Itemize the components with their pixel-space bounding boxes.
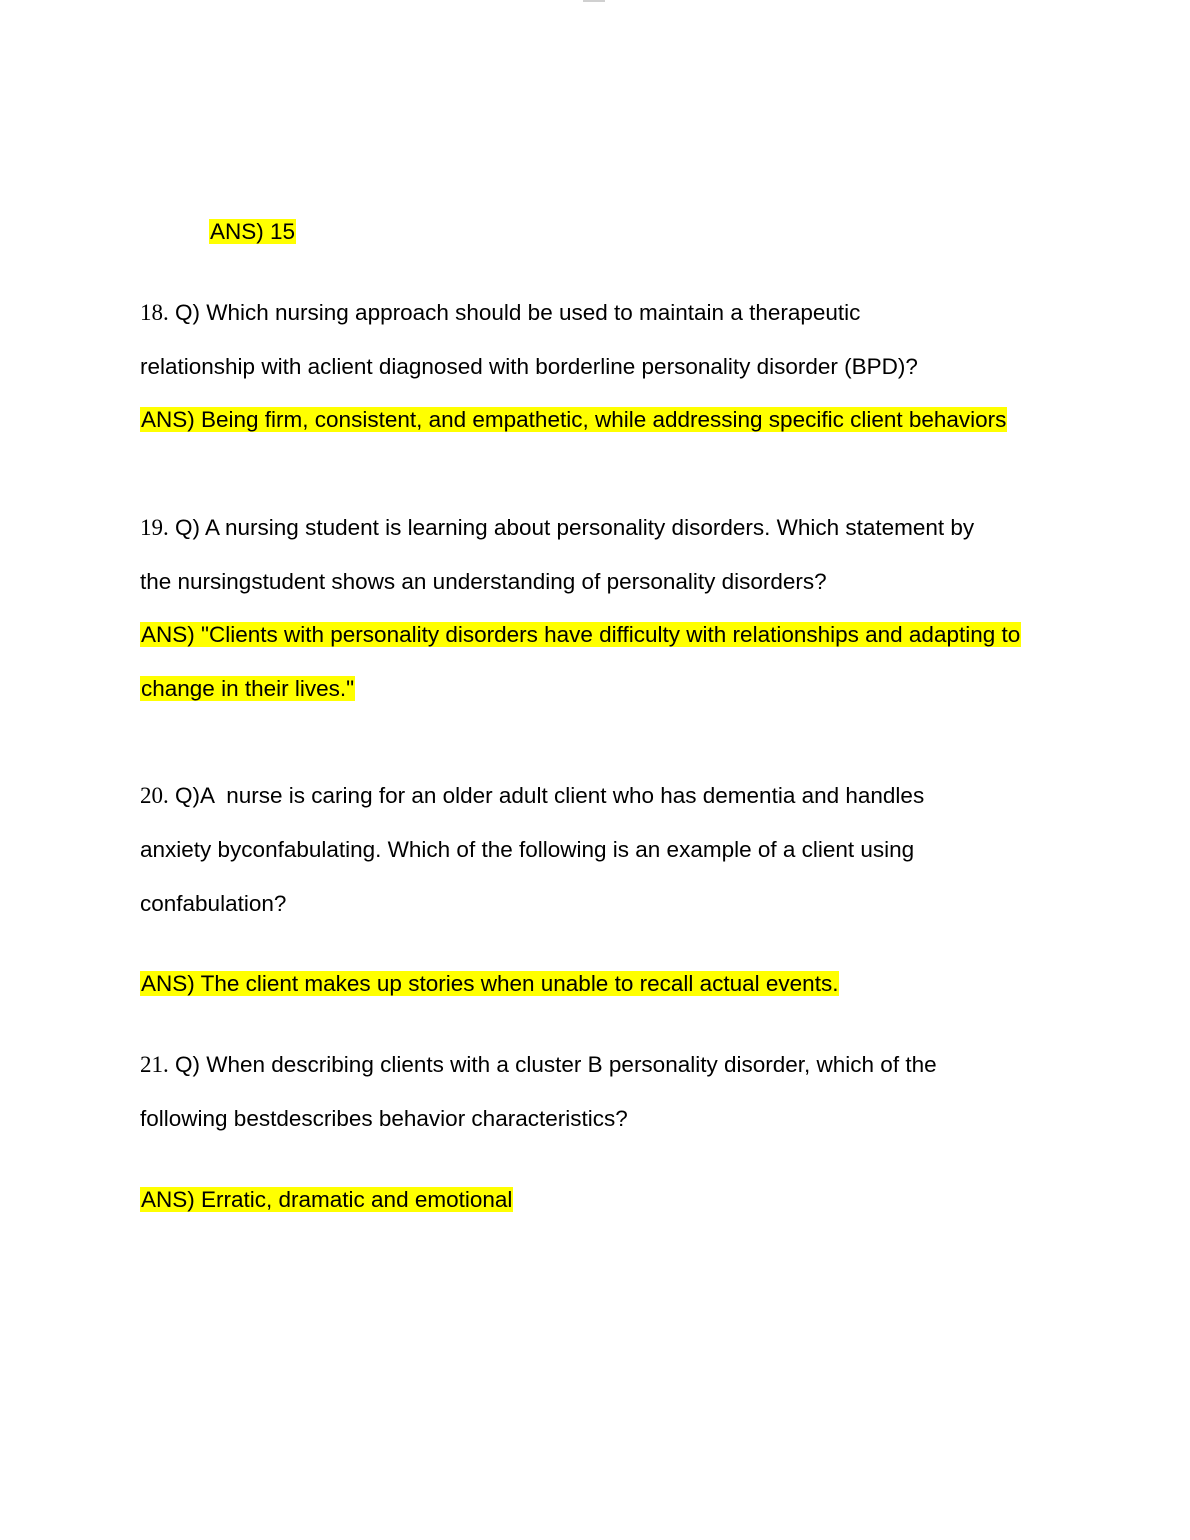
question-19-text-2: the nursingstudent shows an understanding of personality disorders? (140, 569, 827, 594)
question-20-text-2: anxiety byconfabulating. Which of the following is an example of a client using (140, 837, 915, 862)
answer-17 (209, 218, 296, 246)
answer-21-text: ANS) Erratic, dramatic and emotional (141, 1187, 513, 1212)
question-21-text-2: following bestdescribes behavior characteristics? (140, 1106, 628, 1131)
answer-17-text: ANS) 15 (210, 219, 296, 244)
question-18-line-1 (140, 299, 860, 327)
question-18-number: 18. (140, 300, 169, 325)
question-19-text-1: Q) A nursing student is learning about personality disorders. Which statement by (168, 515, 975, 540)
question-21-line-1 (140, 1051, 937, 1079)
question-20-text-3: confabulation? (140, 891, 287, 916)
answer-20-text: ANS) The client makes up stories when unable to recall actual events. (141, 971, 839, 996)
answer-18-text: ANS) Being firm, consistent, and empathetic, while addressing specific client behaviors (141, 407, 1007, 432)
question-20-line-3 (140, 890, 286, 918)
question-20-number: 20. (140, 783, 169, 808)
question-21-text-1: Q) When describing clients with a cluster B personality disorder, which of the (168, 1052, 937, 1077)
answer-19-text-1: ANS) "Clients with personality disorders have difficulty with relationships and adapting to (141, 622, 1021, 647)
question-21-line-2 (140, 1105, 628, 1133)
question-19-line-1 (140, 514, 974, 542)
answer-19-line-1 (140, 621, 1021, 649)
question-20-line-2 (140, 836, 914, 864)
question-20-line-1 (140, 782, 924, 810)
question-21-number: 21. (140, 1052, 169, 1077)
question-18-text-2: relationship with aclient diagnosed with borderline personality disorder (BPD)? (140, 354, 918, 379)
question-19-line-2 (140, 568, 827, 596)
question-19-number: 19. (140, 515, 169, 540)
question-18-text-1: Q) Which nursing approach should be used to maintain a therapeutic (168, 300, 861, 325)
answer-21 (140, 1186, 513, 1214)
answer-19-text-2: change in their lives." (141, 676, 355, 701)
answer-20 (140, 970, 839, 998)
answer-18 (140, 406, 1007, 434)
question-18-line-2 (140, 353, 918, 381)
question-20-text-1: Q)A nurse is caring for an older adult client who has dementia and handles (168, 783, 925, 808)
page-top-mark (583, 0, 605, 2)
answer-19-line-2 (140, 675, 355, 703)
